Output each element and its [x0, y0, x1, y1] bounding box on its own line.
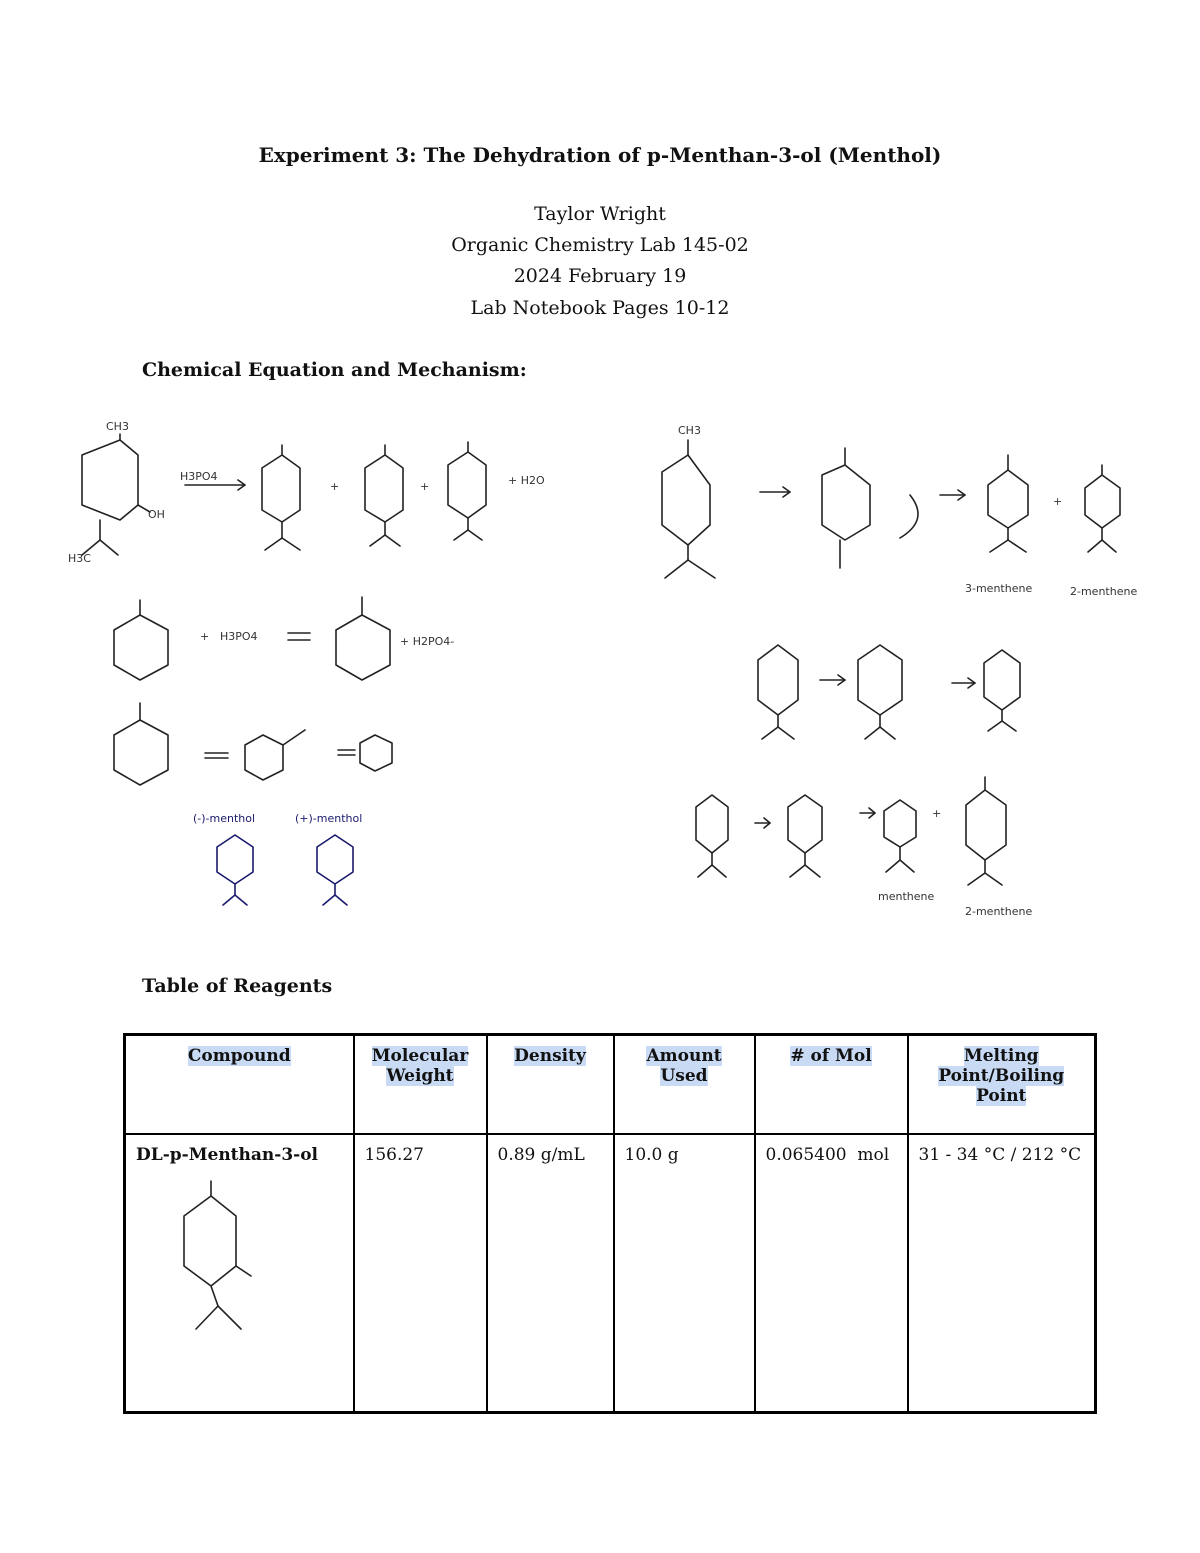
header-amount-used: Amount Used [614, 1035, 755, 1135]
cell-moles: 0.065400 mol [755, 1134, 908, 1413]
two-menthene-label: 2-menthene [1070, 585, 1138, 598]
header-molecular-weight: Molecular Weight [354, 1035, 487, 1135]
svg-text:+: + [932, 807, 942, 820]
menthol-structure-ring [184, 1196, 236, 1286]
svg-text:+: + [330, 480, 340, 493]
ch3-label: CH3 [106, 420, 129, 433]
page-title: Experiment 3: The Dehydration of p-Menthan-3-ol (Menthol) [258, 143, 942, 167]
protonation-sketch [100, 585, 480, 800]
svg-text:+: + [420, 480, 430, 493]
cation-ring-a [758, 645, 798, 715]
product-ring-1 [262, 455, 300, 522]
header-density: Density [487, 1035, 614, 1135]
three-menthene-ring [988, 470, 1028, 528]
protonated-ring [336, 615, 390, 680]
reagents-table [123, 1033, 1097, 1414]
h3c-label: H3C [68, 552, 91, 565]
tertiary-cation-ring [984, 650, 1020, 710]
product-ring-2 [365, 455, 403, 522]
ch3-label-right: CH3 [678, 424, 701, 437]
two-menthene-ring-b [966, 790, 1006, 860]
elimination-sketch [670, 765, 1070, 925]
cell-mp-bp: 31 - 34 °C / 212 °C [908, 1134, 1096, 1413]
cell-compound [125, 1134, 354, 1413]
protonated-menthol-ring [662, 455, 710, 545]
hydride-shift-sketch [740, 625, 1060, 755]
plus-menthol-label: (+)-menthol [295, 812, 363, 825]
cation-ring-b [858, 645, 902, 715]
cation-ring-c [696, 795, 728, 853]
oxonium-ring [114, 720, 168, 785]
oh-label: OH [148, 508, 165, 521]
two-menthene-ring [1085, 475, 1120, 528]
menthol-structure [156, 1171, 296, 1351]
minus-menthol-label: (-)-menthol [193, 812, 256, 825]
e1-mechanism-sketch [630, 410, 1160, 610]
author-name: Taylor Wright [534, 203, 666, 225]
header-moles: # of Mol [755, 1035, 908, 1135]
cell-amount-used: 10.0 g [614, 1134, 755, 1413]
water-label: + H2O [508, 474, 545, 487]
mechanism-heading: Chemical Equation and Mechanism: [142, 359, 527, 381]
three-menthene-label: 3-menthene [965, 582, 1033, 595]
menthene-label: menthene [878, 890, 935, 903]
intermediate-ring [822, 465, 870, 540]
table-header-row [125, 1035, 1096, 1135]
h3po4-label: H3PO4 [180, 470, 218, 483]
alkene-ring [360, 735, 392, 771]
overall-reaction-sketch [60, 410, 580, 580]
product-ring-3 [448, 452, 486, 518]
svg-text:+: + [1053, 495, 1063, 508]
two-menthene-label-b: 2-menthene [965, 905, 1033, 918]
menthol-ring [82, 440, 138, 520]
header-mp-bp: Melting Point/Boiling Point [908, 1035, 1096, 1135]
stereoisomer-sketch [185, 810, 385, 920]
compound-name: DL-p-Menthan-3-ol [136, 1145, 319, 1165]
carbocation-ring [245, 735, 283, 780]
report-date: 2024 February 19 [513, 265, 687, 287]
svg-text:+: + [200, 630, 210, 643]
cell-density: 0.89 g/mL [487, 1134, 614, 1413]
phosphate-label: + H2PO4- [400, 635, 455, 648]
table-row [125, 1134, 1096, 1413]
acid-label: H3PO4 [220, 630, 258, 643]
deprotonation-ring [788, 795, 822, 853]
menthene-ring [884, 800, 916, 847]
cell-molecular-weight: 156.27 [354, 1134, 487, 1413]
course-name: Organic Chemistry Lab 145-02 [451, 234, 749, 256]
notebook-pages: Lab Notebook Pages 10-12 [470, 297, 730, 319]
cyclohexanol-ring [114, 615, 168, 680]
reagents-heading: Table of Reagents [142, 975, 333, 997]
header-compound: Compound [125, 1035, 354, 1135]
